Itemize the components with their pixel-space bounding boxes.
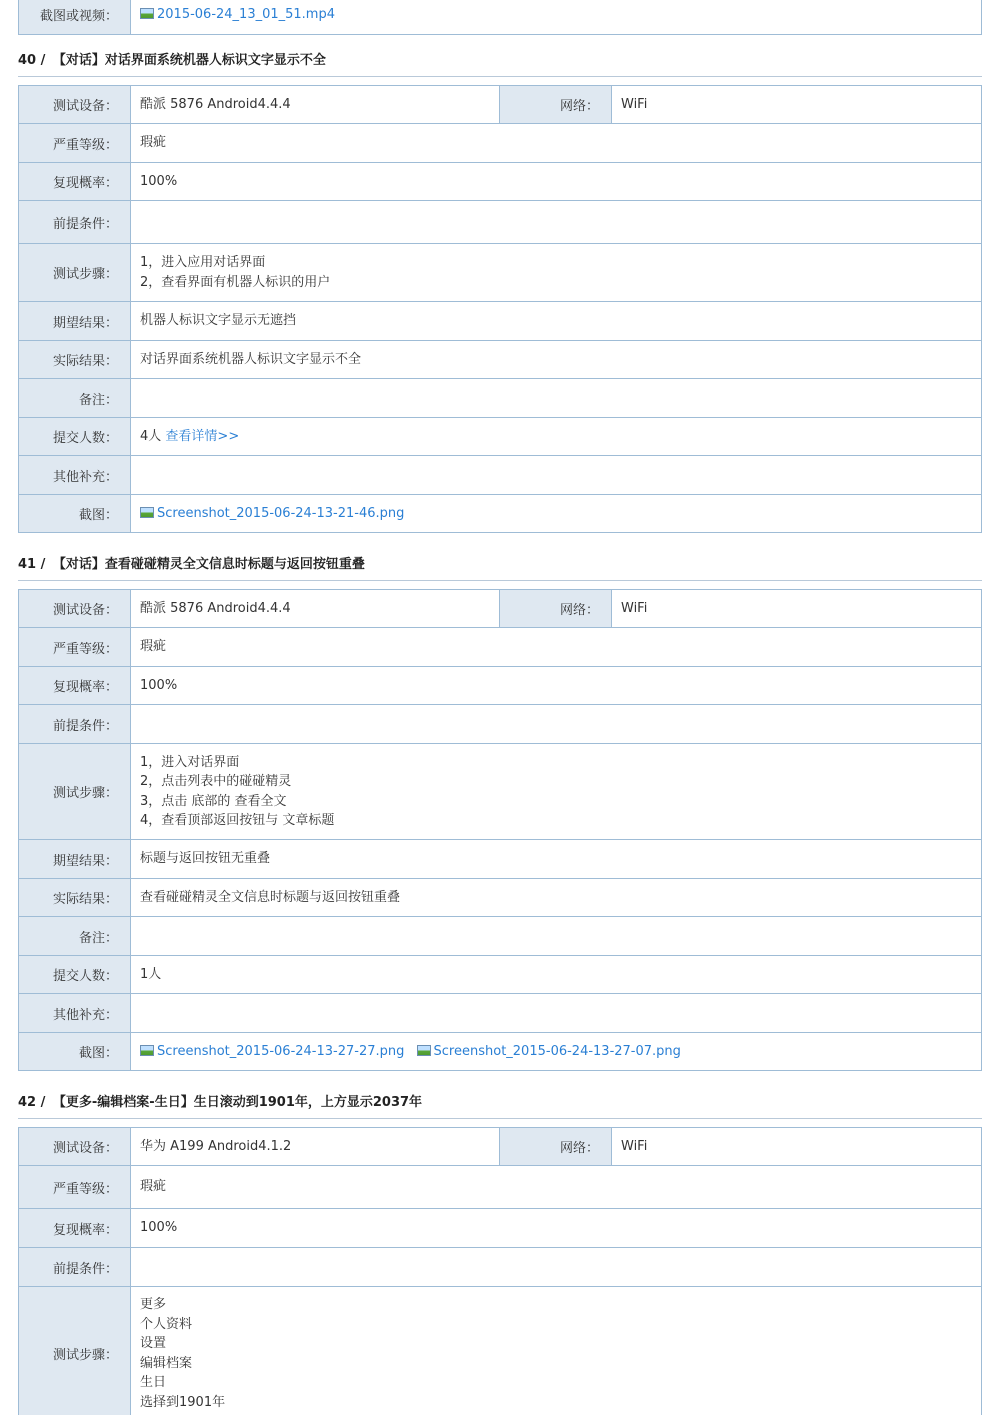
screenshot-attachments — [131, 1033, 982, 1071]
repro-value: 100% — [131, 667, 982, 705]
severity-label: 严重等级： — [19, 124, 131, 163]
actual-value: 查看碰碰精灵全文信息时标题与返回按钮重叠 — [131, 879, 982, 917]
device-value: 华为 A199 Android4.1.2 — [131, 1128, 500, 1166]
severity-label: 严重等级： — [19, 1166, 131, 1209]
precondition-label: 前提条件： — [19, 201, 131, 244]
severity-value: 瑕疵 — [131, 1166, 982, 1209]
step-line: 更多 — [140, 1297, 167, 1312]
severity-value: 瑕疵 — [131, 124, 982, 163]
precondition-label: 前提条件： — [19, 705, 131, 744]
steps-value — [131, 1287, 982, 1415]
image-file-icon — [140, 1045, 154, 1056]
severity-value: 瑕疵 — [131, 628, 982, 667]
extra-label: 其他补充： — [19, 456, 131, 495]
precondition-value — [131, 1248, 982, 1287]
step-line: 2，点击列表中的碰碰精灵 — [140, 774, 292, 789]
issue-41-header — [18, 553, 982, 581]
steps-label: 测试步骤： — [19, 244, 131, 302]
attachment-item[interactable] — [140, 1044, 404, 1059]
step-line: 编辑档案 — [140, 1355, 193, 1371]
submitters-value: 1人 — [131, 956, 982, 994]
notes-value — [131, 379, 982, 418]
expected-value: 机器人标识文字显示无遮挡 — [131, 302, 982, 341]
repro-label: 复现概率： — [19, 1209, 131, 1248]
severity-label: 严重等级： — [19, 628, 131, 667]
issue-title: 【对话】对话界面系统机器人标识文字显示不全 — [52, 53, 326, 68]
notes-value — [131, 917, 982, 956]
expected-value: 标题与返回按钮无重叠 — [131, 840, 982, 879]
steps-value — [131, 244, 982, 302]
network-value: WiFi — [612, 1128, 982, 1166]
network-label: 网络： — [500, 1128, 612, 1166]
attachment-item[interactable] — [417, 1044, 681, 1059]
step-line: 4，查看顶部返回按钮与 文章标题 — [140, 813, 335, 828]
attachment-link[interactable]: Screenshot_2015-06-24-13-21-46.png — [157, 505, 405, 521]
device-label: 测试设备： — [19, 1128, 131, 1166]
precondition-label: 前提条件： — [19, 1248, 131, 1287]
precondition-value — [131, 201, 982, 244]
repro-value: 100% — [131, 1209, 982, 1248]
issue-number: 40 / — [18, 53, 46, 68]
attachment-link[interactable]: Screenshot_2015-06-24-13-27-27.png — [157, 1043, 405, 1059]
network-label: 网络： — [500, 86, 612, 124]
issue-39-table-fragment — [18, 0, 982, 35]
network-value: WiFi — [612, 86, 982, 124]
view-details-link[interactable]: 查看详情>> — [165, 428, 240, 444]
screenshot-video-label: 截图或视频： — [19, 0, 131, 35]
image-file-icon — [140, 507, 154, 518]
steps-value — [131, 744, 982, 840]
video-file-link[interactable]: 2015-06-24_13_01_51.mp4 — [157, 6, 335, 22]
submitters-label: 提交人数： — [19, 418, 131, 456]
issue-title: 【对话】查看碰碰精灵全文信息时标题与返回按钮重叠 — [52, 557, 365, 572]
image-file-icon — [417, 1045, 431, 1056]
screenshot-label: 截图： — [19, 1033, 131, 1071]
repro-label: 复现概率： — [19, 163, 131, 201]
issue-41-table — [18, 589, 982, 1071]
video-file-icon — [140, 8, 154, 19]
attachment-cell — [131, 0, 982, 35]
issue-number: 41 / — [18, 557, 46, 572]
step-line: 2，查看界面有机器人标识的用户 — [140, 274, 331, 290]
notes-label: 备注： — [19, 917, 131, 956]
attachment-item[interactable] — [140, 506, 404, 521]
submitters-label: 提交人数： — [19, 956, 131, 994]
steps-label: 测试步骤： — [19, 1287, 131, 1415]
issue-42-header — [18, 1091, 982, 1119]
steps-label: 测试步骤： — [19, 744, 131, 840]
step-line: 选择到1901年 — [140, 1394, 226, 1410]
extra-label: 其他补充： — [19, 994, 131, 1033]
device-label: 测试设备： — [19, 590, 131, 628]
precondition-value — [131, 705, 982, 744]
screenshot-attachments — [131, 495, 982, 533]
actual-label: 实际结果： — [19, 879, 131, 917]
submitters-value — [131, 418, 982, 456]
step-line: 1，进入对话界面 — [140, 754, 240, 770]
extra-value — [131, 994, 982, 1033]
issue-40-header — [18, 49, 982, 77]
issue-42-table — [18, 1127, 982, 1415]
submitters-count: 4人 — [140, 428, 162, 444]
actual-label: 实际结果： — [19, 341, 131, 379]
expected-label: 期望结果： — [19, 840, 131, 879]
device-value: 酷派 5876 Android4.4.4 — [131, 86, 500, 124]
issue-title: 【更多-编辑档案-生日】生日滚动到1901年，上方显示2037年 — [52, 1095, 423, 1110]
expected-label: 期望结果： — [19, 302, 131, 341]
screenshot-label: 截图： — [19, 495, 131, 533]
extra-value — [131, 456, 982, 495]
step-line: 1，进入应用对话界面 — [140, 255, 266, 270]
notes-label: 备注： — [19, 379, 131, 418]
device-value: 酷派 5876 Android4.4.4 — [131, 590, 500, 628]
step-line: 设置 — [140, 1336, 167, 1351]
device-label: 测试设备： — [19, 86, 131, 124]
issue-40-table — [18, 85, 982, 533]
network-label: 网络： — [500, 590, 612, 628]
step-line: 生日 — [140, 1375, 167, 1390]
step-line: 3，点击 底部的 查看全文 — [140, 793, 287, 809]
actual-value: 对话界面系统机器人标识文字显示不全 — [131, 341, 982, 379]
repro-value: 100% — [131, 163, 982, 201]
attachment-link[interactable]: Screenshot_2015-06-24-13-27-07.png — [433, 1043, 681, 1059]
repro-label: 复现概率： — [19, 667, 131, 705]
issue-number: 42 / — [18, 1095, 46, 1110]
network-value: WiFi — [612, 590, 982, 628]
step-line: 个人资料 — [140, 1316, 193, 1332]
